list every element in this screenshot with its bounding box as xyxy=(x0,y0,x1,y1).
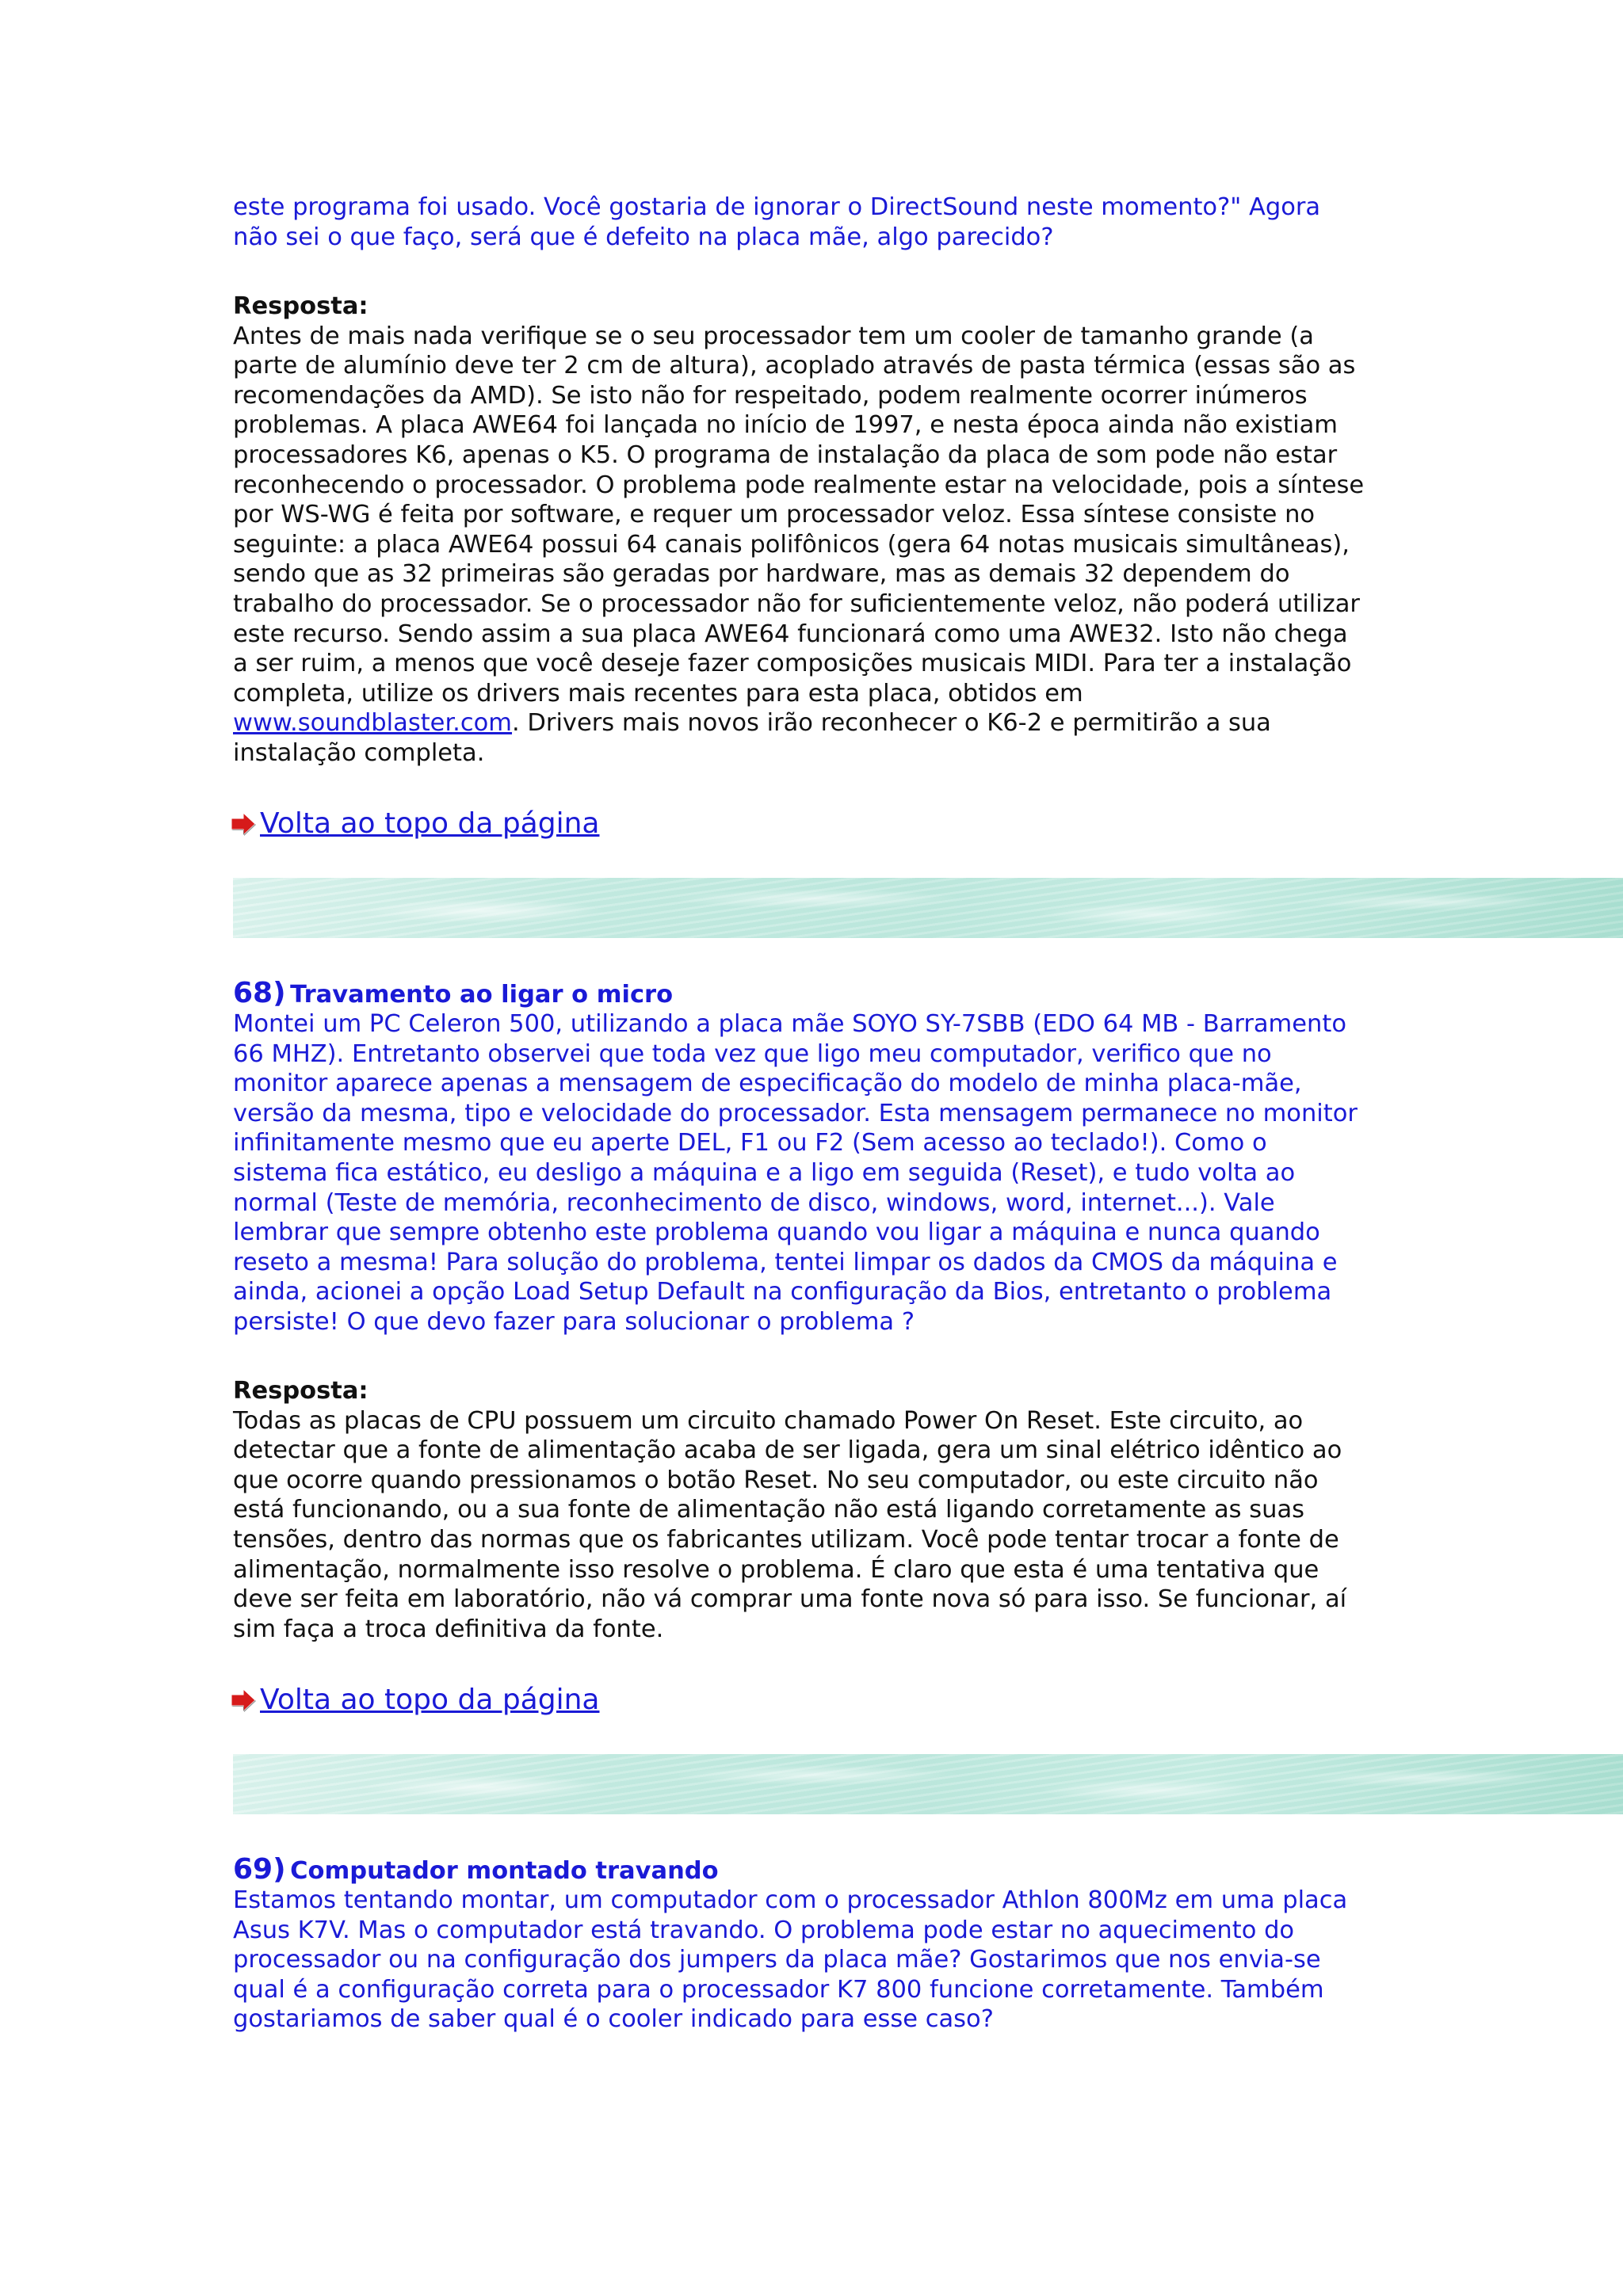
answer-line: parte de alumínio deve ter 2 cm de altura), acoplado através de pasta térmica (essas são as xyxy=(233,352,1356,380)
answer-line: detectar que a fonte de alimentação acaba de ser ligada, gera um sinal elétrico idêntico ao xyxy=(233,1436,1342,1465)
question-line: qual é a configuração correta para o processador K7 800 funcione corretamente. Também xyxy=(233,1975,1324,2004)
question-title: Travamento ao ligar o micro xyxy=(290,981,674,1009)
answer-line: está funcionando, ou a sua fonte de alimentação não está ligando corretamente as suas xyxy=(233,1496,1305,1524)
question-line: persiste! O que devo fazer para solucionar o problema ? xyxy=(233,1307,915,1336)
answer-line: trabalho do processador. Se o processador não for suficientemente veloz, não poderá utilizar xyxy=(233,589,1360,618)
answer-line: recomendações da AMD). Se isto não for respeitado, podem realmente ocorrer inúmeros xyxy=(233,381,1308,410)
question-line: Estamos tentando montar, um computador com o processador Athlon 800Mz em uma placa xyxy=(233,1886,1348,1914)
answer-label: Resposta: xyxy=(233,1377,369,1405)
answer-line: deve ser feita em laboratório, não vá comprar uma fonte nova só para isso. Se funcionar, aí xyxy=(233,1585,1347,1614)
answer-line: por WS-WG é feita por software, e requer um processador veloz. Essa síntese consiste no xyxy=(233,501,1316,529)
answer-line: instalação completa. xyxy=(233,738,485,767)
answer-line: sendo que as 32 primeiras são geradas por hardware, mas as demais 32 dependem do xyxy=(233,560,1290,589)
answer-line: problemas. A placa AWE64 foi lançada no início de 1997, e nesta época ainda não existiam xyxy=(233,411,1338,440)
answer-line: alimentação, normalmente isso resolve o problema. É claro que esta é uma tentativa que xyxy=(233,1555,1319,1584)
back-to-top-label[interactable]: Volta ao topo da página xyxy=(260,1684,600,1716)
section-divider xyxy=(233,878,1623,938)
back-to-top-link[interactable] xyxy=(230,807,599,841)
question-number: 68) xyxy=(233,977,286,1009)
answer-line: Antes de mais nada verifique se o seu processador tem um cooler de tamanho grande (a xyxy=(233,322,1314,350)
back-to-top-label[interactable]: Volta ao topo da página xyxy=(260,807,600,840)
answer-line: . Drivers mais novos irão reconhecer o K6-2 e permitirão a sua xyxy=(512,709,1271,738)
question-line: reseto a mesma! Para solução do problema, tentei limpar os dados da CMOS da máquina e xyxy=(233,1248,1338,1276)
question-line: gostariamos de saber qual é o cooler indicado para esse caso? xyxy=(233,2005,994,2034)
question-line: Montei um PC Celeron 500, utilizando a placa mãe SOYO SY-7SBB (EDO 64 MB - Barramento xyxy=(233,1010,1346,1038)
question-title: Computador montado travando xyxy=(290,1857,719,1885)
answer-line: processadores K6, apenas o K5. O programa de instalação da placa de som pode não estar xyxy=(233,441,1338,469)
question-text xyxy=(233,1886,1406,2035)
soundblaster-link[interactable]: www.soundblaster.com xyxy=(233,709,513,738)
answer-line: a ser ruim, a menos que você deseje fazer composições musicais MIDI. Para ter a instalação xyxy=(233,650,1352,678)
answer-line: sim faça a troca definitiva da fonte. xyxy=(233,1615,664,1643)
question-line: normal (Teste de memória, reconhecimento de disco, windows, word, internet...). Vale xyxy=(233,1188,1275,1217)
question-line: monitor aparece apenas a mensagem de especificação do modelo de minha placa-mãe, xyxy=(233,1070,1302,1098)
answer-label: Resposta: xyxy=(233,292,369,320)
answer-line: completa, utilize os drivers mais recentes para esta placa, obtidos em xyxy=(233,679,1083,707)
question-line: sistema fica estático, eu desligo a máquina e a ligo em seguida (Reset), e tudo volta ao xyxy=(233,1158,1296,1187)
question-line: lembrar que sempre obtenho este problema quando vou ligar a máquina e nunca quando xyxy=(233,1219,1320,1247)
question-text xyxy=(233,1009,1406,1337)
answer-text xyxy=(233,292,1406,769)
red-arrow-icon xyxy=(230,811,257,837)
answer-line: tensões, dentro das normas que os fabricantes utilizam. Você pode tentar trocar a fonte de xyxy=(233,1525,1339,1554)
question-text xyxy=(233,193,1406,252)
answer-text xyxy=(233,1376,1406,1644)
red-arrow-icon xyxy=(230,1688,257,1713)
answer-line: este recurso. Sendo assim a sua placa AWE64 funcionará como uma AWE32. Isto não chega xyxy=(233,620,1348,648)
answer-line: seguinte: a placa AWE64 possui 64 canais polifônicos (gera 64 notas musicais simultâneas), xyxy=(233,530,1350,559)
question-line: Asus K7V. Mas o computador está travando. O problema pode estar no aquecimento do xyxy=(233,1916,1295,1944)
question-line: 66 MHZ). Entretanto observei que toda vez que ligo meu computador, verifico que no xyxy=(233,1039,1272,1068)
answer-line: Todas as placas de CPU possuem um circuito chamado Power On Reset. Este circuito, ao xyxy=(233,1406,1304,1435)
question-line: processador ou na configuração dos jumpers da placa mãe? Gostarimos que nos envia-se xyxy=(233,1946,1321,1974)
question-line: não sei o que faço, será que é defeito na placa mãe, algo parecido? xyxy=(233,223,1054,251)
question-line: este programa foi usado. Você gostaria de ignorar o DirectSound neste momento?" Agora xyxy=(233,193,1321,221)
answer-line: reconhecendo o processador. O problema pode realmente estar na velocidade, pois a síntese xyxy=(233,471,1365,499)
back-to-top-link[interactable] xyxy=(230,1683,599,1718)
answer-line: que ocorre quando pressionamos o botão Reset. No seu computador, ou este circuito não xyxy=(233,1466,1319,1494)
question-number: 69) xyxy=(233,1853,286,1886)
question-line: infinitamente mesmo que eu aperte DEL, F1 ou F2 (Sem acesso ao teclado!). Como o xyxy=(233,1129,1267,1158)
question-line: ainda, acionei a opção Load Setup Default na configuração da Bios, entretanto o problema xyxy=(233,1278,1332,1306)
section-divider xyxy=(233,1754,1623,1814)
question-line: versão da mesma, tipo e velocidade do processador. Esta mensagem permanece no monitor xyxy=(233,1099,1358,1127)
